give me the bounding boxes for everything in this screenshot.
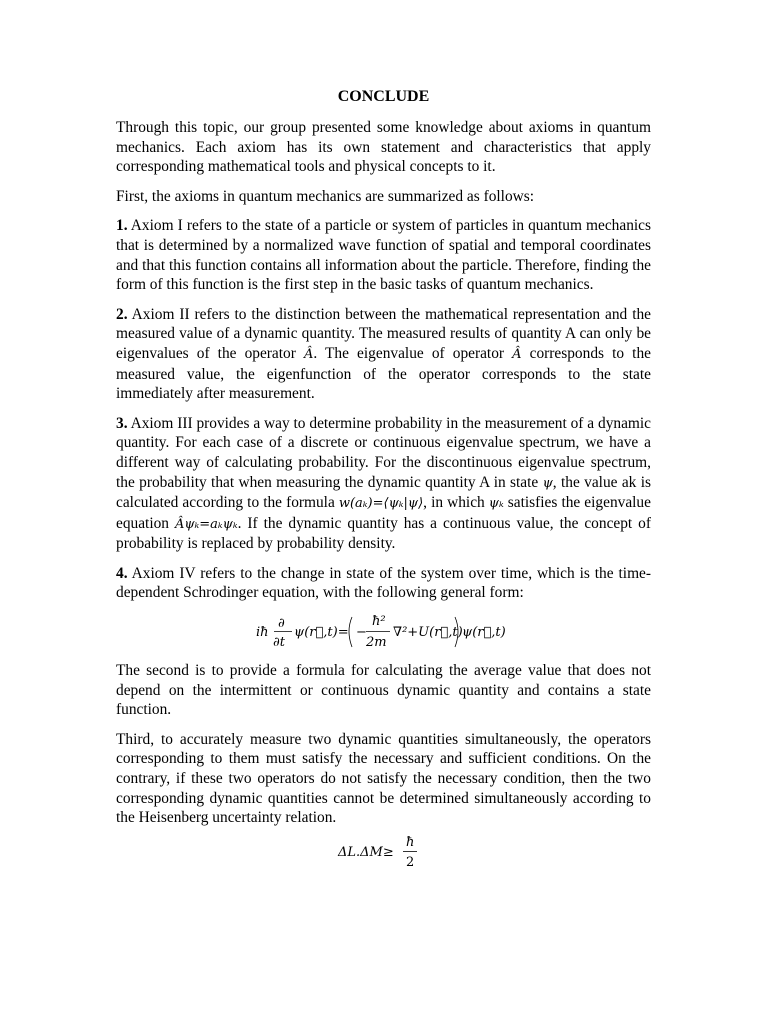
eq-two-m: 2m [365,635,387,651]
operator-a-hat-2: Â [512,346,522,362]
axiom-3-paragraph [116,414,651,554]
eq-psi-rt-2: ψ(r⃗,t) [461,625,506,641]
uncertainty-lhs: ΔL.ΔM≥ [337,844,394,860]
uncertainty-relation [116,832,651,872]
axiom-1-text: Axiom I refers to the state of a particle or system of particles in quantum mechanics that is determined by a normalized wave function of spatial and temporal coordinates and that this function contains all information about the particle. Therefore, finding the form of this function is the first step in the basic tasks of quantum mechanics. [116,217,651,294]
first-paragraph: First, the axioms in quantum mechanics are summarized as follows: [116,187,535,205]
eigenvalue-equation: Âψₖ=aₖψₖ [174,516,238,532]
eq-laplace-potential: ∇²+U(r⃗,t) [392,625,463,641]
axiom-3-text-b: , the value ak is calculated according to the formula [116,473,651,512]
axiom-3-text-a: Axiom III provides a way to determine probability in the measurement of a dynamic quantity. For each case of a discrete or continuous eigenvalue spectrum, we have a different way of calculating probability. For the discontinuous eigenvalue spectrum, the probability that when measuring the dynamic quantity A in state [116,414,652,491]
axiom-3-text-e: . If the dynamic quantity has a continuous value, the concept of probability is replaced by probability density. [116,514,651,553]
page-title: CONCLUDE [337,88,430,105]
eq-hbar-squared: ħ² [371,614,386,630]
eq-lhs-prefix: iħ [255,625,269,641]
eq-minus: − [355,625,367,641]
second-paragraph: The second is to provide a formula for calculating the average value that does not depend on the intermittent or continuous dynamic quantity and contains a state function. [116,662,651,719]
axiom-3-text-c: , in which [423,494,485,512]
eq-left-paren [349,617,352,647]
operator-a-hat: Â [303,346,314,362]
axiom-2-paragraph [116,305,651,404]
axiom-3-number: 3. [116,414,128,432]
axiom-1-number: 1. [116,217,128,235]
intro-paragraph: Through this topic, our group presented some knowledge about axioms in quantum mechanics. Each axiom has its own statement and characteristics that apply corresponding mathematical tools and physical concepts to it. [116,119,651,176]
eq-partial-num: ∂ [277,616,285,632]
uncertainty-den: 2 [405,854,414,870]
axiom-4-number: 4. [116,564,128,582]
third-paragraph: Third, to accurately measure two dynamic quantities simultaneously, the operators corresponding to them must satisfy the necessary and sufficient conditions. On the contrary, if these two operators do not satisfy the necessary condition, then the two corresponding dynamic quantities cannot be determined simultaneously according to the Heisenberg uncertainty relation. [116,730,651,827]
axiom-2-text-b: . The eigenvalue of operator [313,344,505,362]
axiom-4-text: Axiom IV refers to the change in state of the system over time, which is the time-dependent Schrodinger equation, with the following general form: [116,564,651,602]
axiom-1-paragraph [116,216,651,294]
axiom-3-text-d: satisfies the eigenvalue equation [116,494,651,532]
psi-symbol: ψ [542,475,553,491]
axiom-4-paragraph [116,564,651,603]
axiom-2-text-c: corresponds to the measured value, the eigenfunction of the operator corresponds to the state immediately after measurement. [116,344,651,403]
axiom-2-text-a: Axiom II refers to the distinction between the mathematical representation and the measured value of a dynamic quantity. The measured results of quantity A can only be eigenvalues of the operator [116,305,651,362]
uncertainty-num: ħ [405,834,414,850]
document-page [116,86,651,872]
eq-partial-den: ∂t [272,635,285,651]
probability-formula: w(aₖ)=⟨ψₖ|ψ⟩ [338,496,424,512]
psi-k-symbol: ψₖ [488,496,504,512]
schrodinger-equation [116,609,651,653]
axiom-2-number: 2. [116,305,128,323]
eq-psi-rt: ψ(r⃗,t)= [293,625,349,641]
